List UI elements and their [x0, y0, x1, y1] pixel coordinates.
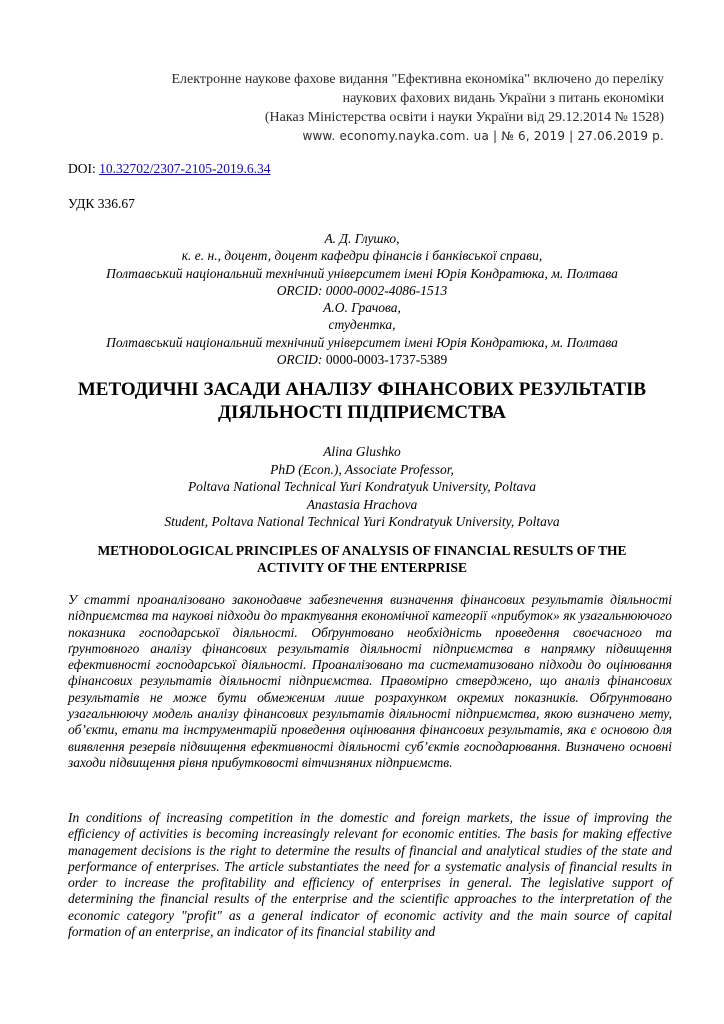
header-line-3: (Наказ Міністерства освіти і науки України від 29.12.2014 № 1528) — [264, 110, 664, 125]
author2-title-ua: студентка, — [328, 317, 396, 333]
header-line-4: www. economy.nayka.com. ua | № 6, 2019 | 27.06.2019 р. — [302, 129, 664, 143]
author2-affiliation-en: Student, Poltava National Technical Yuri Kondratyuk University, Poltava — [164, 514, 560, 529]
title-en-line-2: ACTIVITY OF THE ENTERPRISE — [257, 560, 467, 575]
title-ua — [40, 378, 684, 424]
author1-title-en: PhD (Econ.), Associate Professor, — [270, 461, 454, 477]
author1-affiliation-en: Poltava National Technical Yuri Kondratyuk University, Poltava — [187, 479, 537, 494]
author1-name-en: Alina Glushko — [323, 444, 401, 459]
author2-orcid-label: ORCID: — [276, 352, 323, 368]
abstract-ua — [68, 592, 672, 771]
author2-name-ua: А.О. Грачова, — [323, 300, 401, 316]
author1-affiliation-ua: Полтавський національний технічний університет імені Юрія Кондратюка, м. Полтава — [106, 265, 618, 281]
title-ua-line-2: ДІЯЛЬНОСТІ ПІДПРИЄМСТВА — [217, 402, 507, 423]
title-ua-line-1: МЕТОДИЧНІ ЗАСАДИ АНАЛІЗУ ФІНАНСОВИХ РЕЗУЛЬТАТІВ — [77, 379, 647, 400]
author1-title-ua: к. е. н., доцент, доцент кафедри фінансів і банківської справи, — [181, 248, 543, 264]
author2-affiliation-ua: Полтавський національний технічний університет імені Юрія Кондратюка, м. Полтава — [106, 334, 618, 350]
abstract-en-text: In conditions of increasing competition in the domestic and foreign markets, the issue of improving the efficiency of activities is becoming increasingly relevant for economic entities. The basis for making effective management decisions is the right to determine the results of financial and analytical studies of the state and performance of enterprises. The article substantiates the need for a systematic analysis of financial results in order to increase the profitability and efficiency of enterprises in general. The legislative support of determining the financial results of the enterprise and the scientific approaches to the interpretation of the economic category "profit" as a general indicator of economic activity and the main source of capital formation of an enterprise, an indicator of its financial stability and — [68, 810, 672, 940]
authors-en — [40, 443, 684, 531]
doi-label: DOI: — [68, 161, 100, 176]
abstract-ua-text: У статті проаналізовано законодавче забезпечення визначення фінансових результатів діяльності підприємства та наукові підходи до трактування економічної категорії «прибуток» як узагальнюючого показника господарської діяльності. Обґрунтовано необхідність проведення своєчасного та ґрунтовного аналізу фінансових результатів діяльності підприємства в напрямку підвищення ефективності господарської діяльності. Проаналізовано та систематизовано підходи до оцінювання фінансових результатів діяльності підприємства. Правомірно стверджено, що аналіз фінансових результатів не може бути обмеженим лише розрахунком окремих показників. Обґрунтовано узагальнюючу модель аналізу фінансових результатів діяльності підприємства, якою визначено мету, об’єкти, етапи та інструментарій проведення оцінювання фінансових результатів, яка є основою для виявлення резервів підвищення ефективності діяльності суб’єктів господарювання. Визначено основні заходи підвищення рівня прибутковості вітчизняних підприємств. — [68, 592, 672, 770]
title-en-line-1: METHODOLOGICAL PRINCIPLES OF ANALYSIS OF FINANCIAL RESULTS OF THE — [97, 543, 627, 558]
author2-orcid — [40, 351, 684, 368]
authors-ua — [40, 230, 684, 368]
journal-header — [40, 70, 664, 146]
author1-name-ua: А. Д. Глушко, — [324, 231, 400, 246]
author2-orcid-value: 0000-0003-1737-5389 — [322, 352, 448, 368]
abstract-en — [68, 810, 672, 940]
doi-line — [68, 161, 271, 177]
header-line-2: наукових фахових видань України з питань економіки — [342, 91, 664, 106]
udk-code: УДК 336.67 — [68, 196, 135, 211]
author1-orcid: ORCID: 0000-0002-4086-1513 — [276, 282, 448, 298]
author2-name-en: Anastasia Hrachova — [306, 496, 418, 512]
doi-link[interactable]: 10.32702/2307-2105-2019.6.34 — [99, 161, 271, 176]
header-line-1: Електронне наукове фахове видання "Ефективна економіка" включено до переліку — [171, 72, 664, 87]
title-en — [60, 542, 664, 576]
